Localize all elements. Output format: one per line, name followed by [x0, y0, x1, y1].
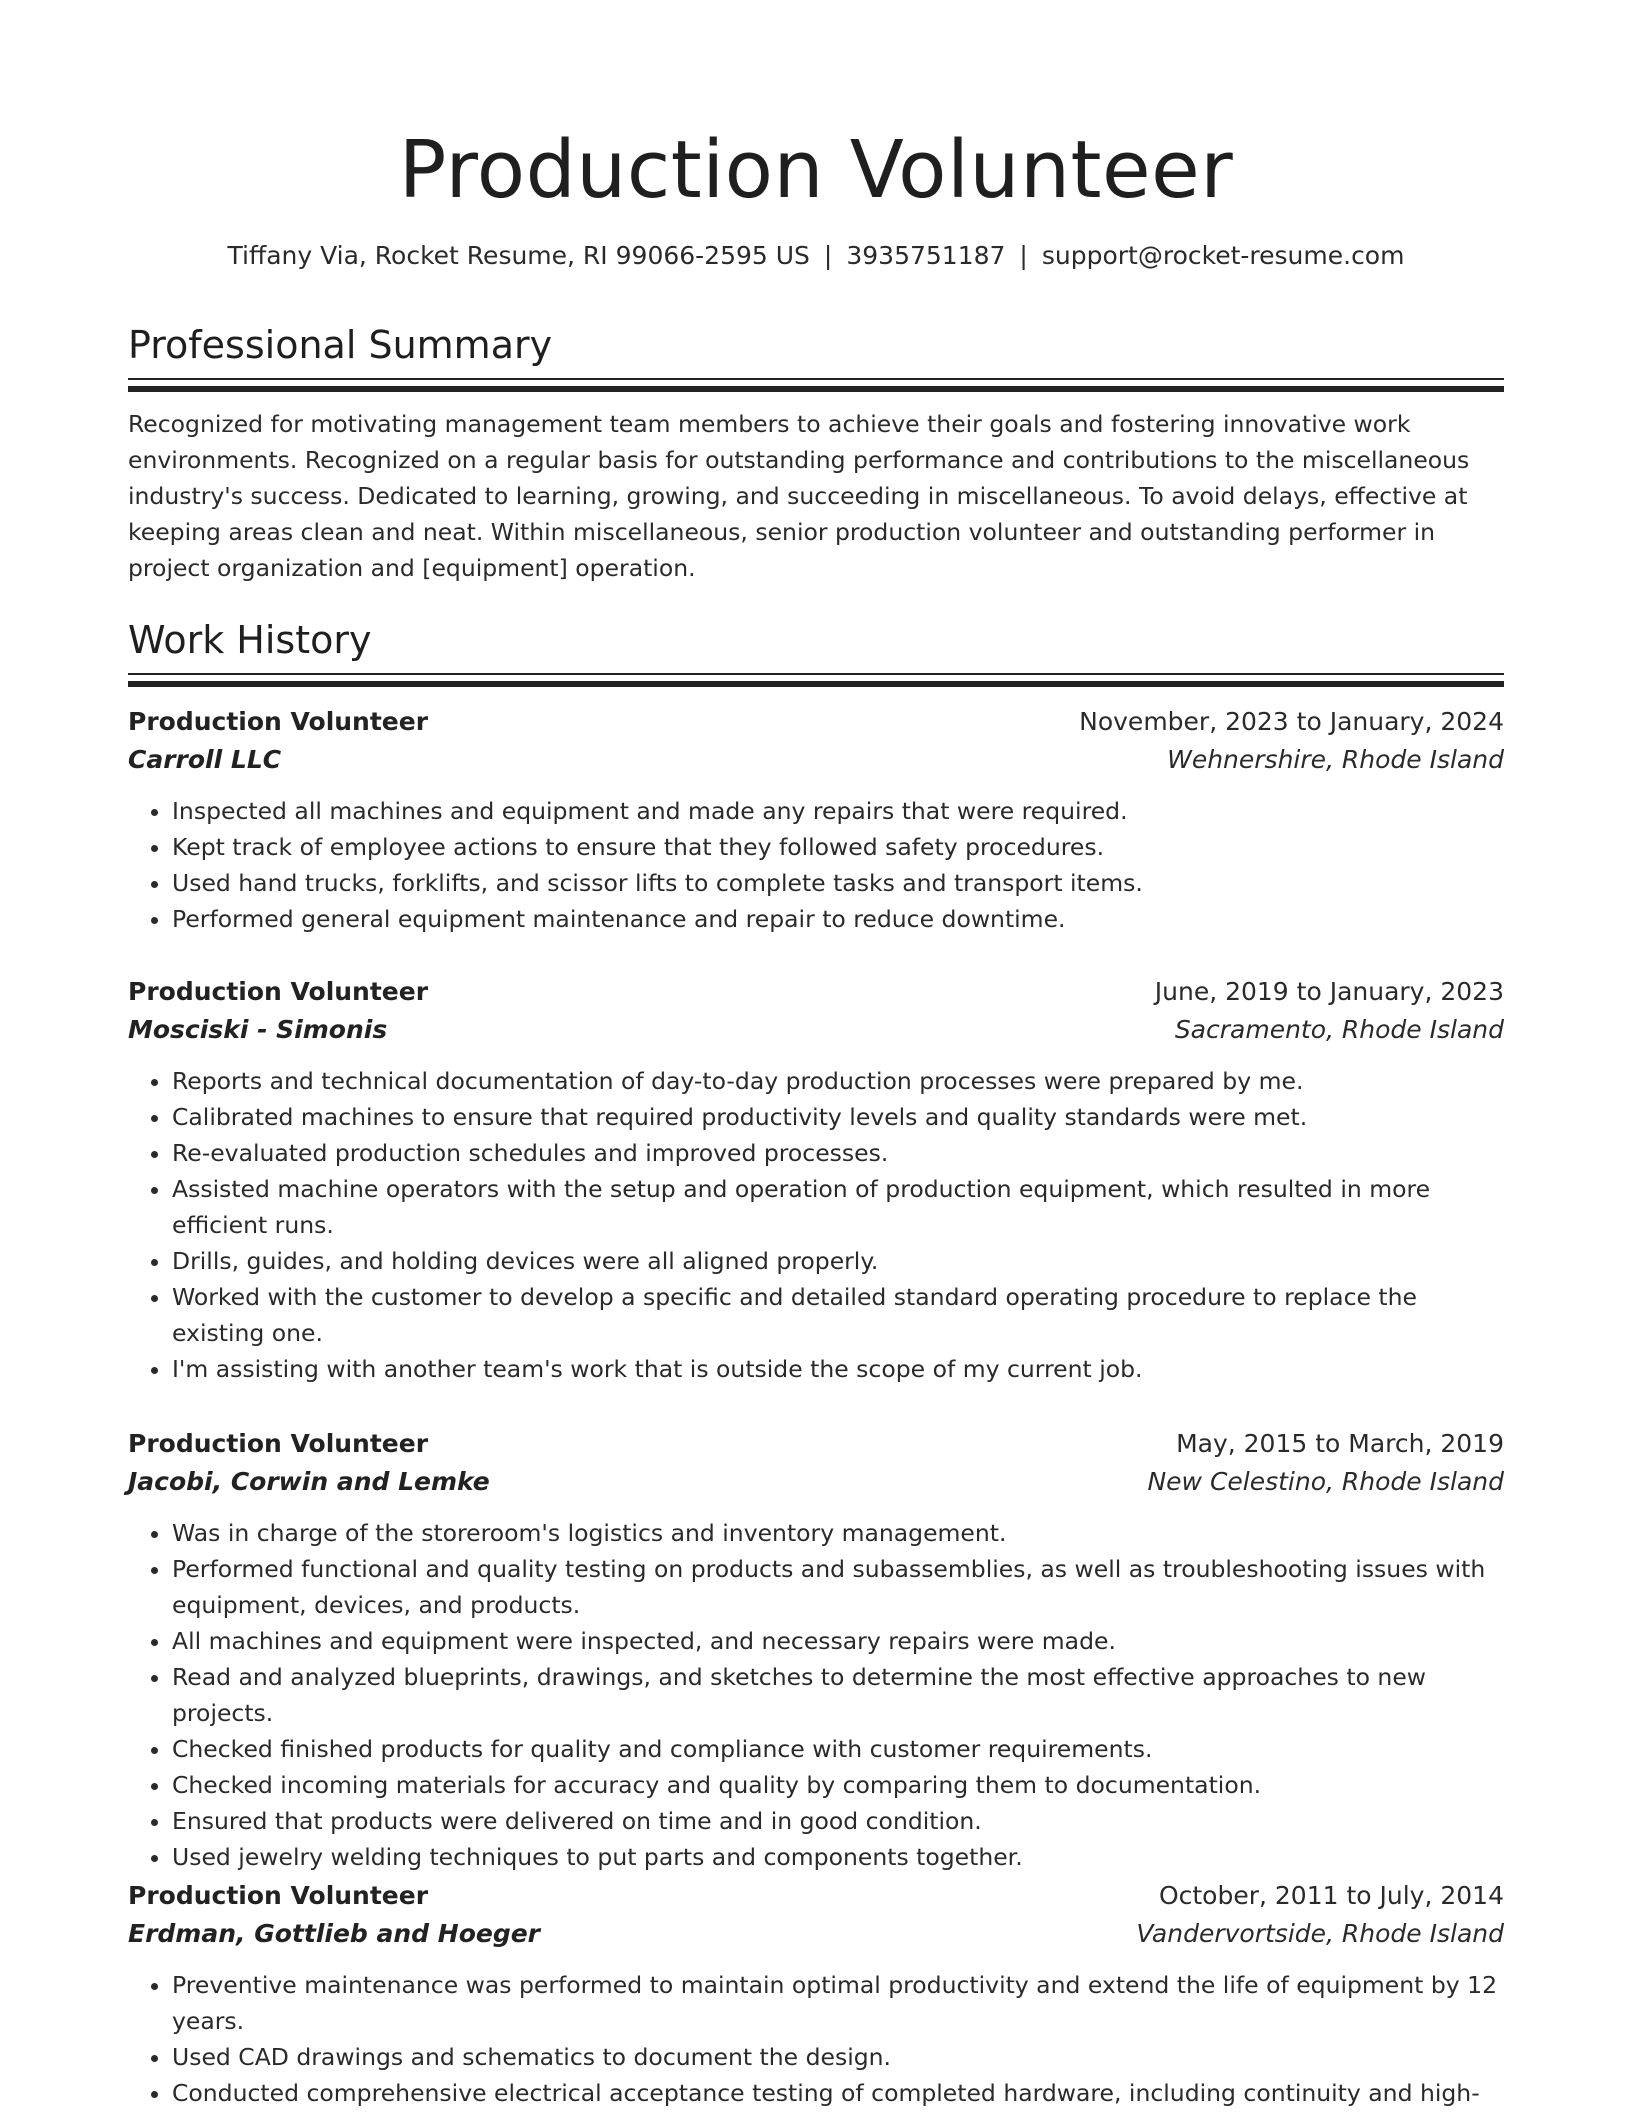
job-company-row: [128, 741, 1504, 779]
job-dates: November, 2023 to January, 2024: [1079, 707, 1504, 736]
job-company: Erdman, Gottlieb and Hoeger: [128, 1919, 541, 1948]
job-location: New Celestino, Rhode Island: [1147, 1467, 1504, 1496]
job-bullet: • Conducted comprehensive electrical acceptance testing of completed hardware, including continuity and high-: [172, 2075, 1504, 2111]
work-history-heading: Work History: [128, 618, 372, 662]
job-bullet: • Assisted machine operators with the setup and operation of production equipment, which resulted in more efficient runs.: [172, 1171, 1504, 1243]
job-company-row: [128, 1915, 1504, 1953]
job-entry: [128, 1425, 1504, 1875]
contact-line: [128, 238, 1504, 274]
job-dates: June, 2019 to January, 2023: [1154, 977, 1504, 1006]
job-bullet: • Performed functional and quality testing on products and subassemblies, as well as troubleshooting issues with equipment, devices, and products.: [172, 1551, 1504, 1623]
job-bullet: • Was in charge of the storeroom's logistics and inventory management.: [172, 1515, 1504, 1551]
job-entry: [128, 973, 1504, 1387]
job-header-row: [128, 703, 1504, 741]
job-header-row: [128, 973, 1504, 1011]
job-title: Production Volunteer: [128, 1429, 429, 1458]
job-bullet: • Reports and technical documentation of day-to-day production processes were prepared by me.: [172, 1063, 1504, 1099]
job-bullet: • Ensured that products were delivered on time and in good condition.: [172, 1803, 1504, 1839]
job-company: Mosciski - Simonis: [128, 1015, 388, 1044]
job-bullet: • Drills, guides, and holding devices were all aligned properly.: [172, 1243, 1504, 1279]
job-company: Jacobi, Corwin and Lemke: [128, 1467, 490, 1496]
job-location: Vandervortside, Rhode Island: [1136, 1919, 1504, 1948]
job-bullet: • Checked incoming materials for accuracy and quality by comparing them to documentation.: [172, 1767, 1504, 1803]
job-company-row: [128, 1011, 1504, 1049]
summary-heading: Professional Summary: [128, 323, 553, 367]
job-bullet: • I'm assisting with another team's work that is outside the scope of my current job.: [172, 1351, 1504, 1387]
job-bullets: [128, 793, 1504, 937]
job-bullet: • Calibrated machines to ensure that required productivity levels and quality standards were met.: [172, 1099, 1504, 1135]
resume-title: Production Volunteer: [398, 124, 1234, 216]
contact-separator: |: [823, 241, 833, 270]
job-dates: May, 2015 to March, 2019: [1176, 1429, 1504, 1458]
job-bullet: • Inspected all machines and equipment and made any repairs that were required.: [172, 793, 1504, 829]
job-entry: [128, 703, 1504, 937]
job-bullet: • All machines and equipment were inspected, and necessary repairs were made.: [172, 1623, 1504, 1659]
job-location: Wehnershire, Rhode Island: [1167, 745, 1504, 774]
contact-phone: 3935751187: [846, 241, 1006, 270]
job-bullet: • Read and analyzed blueprints, drawings, and sketches to determine the most effective approaches to new projects.: [172, 1659, 1504, 1731]
job-title: Production Volunteer: [128, 977, 429, 1006]
job-entry: [128, 1877, 1504, 2111]
job-bullet: • Kept track of employee actions to ensure that they followed safety procedures.: [172, 829, 1504, 865]
section-rule-thick: [128, 386, 1504, 392]
job-header-row: [128, 1877, 1504, 1915]
job-title: Production Volunteer: [128, 1881, 429, 1910]
contact-email: support@rocket-resume.com: [1041, 241, 1405, 270]
job-bullets: [128, 1515, 1504, 1875]
job-header-row: [128, 1425, 1504, 1463]
contact-address: Tiffany Via, Rocket Resume, RI 99066-2595 US: [227, 241, 810, 270]
summary-text: Recognized for motivating management team members to achieve their goals and fostering innovative work environments. Recognized on a regular basis for outstanding performance and contributions to the miscellaneous industry's success. Dedicated to learning, growing, and succeeding in miscellaneous. To avoid delays, effective at keeping areas clean and neat. Within miscellaneous, senior production volunteer and outstanding performer in project organization and [equipment] operation.: [128, 410, 1470, 582]
contact-separator: |: [1019, 241, 1028, 270]
job-bullet: • Re-evaluated production schedules and improved processes.: [172, 1135, 1504, 1171]
job-bullet: • Used jewelry welding techniques to put parts and components together.: [172, 1839, 1504, 1875]
job-company: Carroll LLC: [128, 745, 282, 774]
job-bullet: • Used CAD drawings and schematics to document the design.: [172, 2039, 1504, 2075]
job-location: Sacramento, Rhode Island: [1174, 1015, 1504, 1044]
job-company-row: [128, 1463, 1504, 1501]
job-dates: October, 2011 to July, 2014: [1158, 1881, 1504, 1910]
job-bullet: • Preventive maintenance was performed to maintain optimal productivity and extend the life of equipment by 12 years.: [172, 1967, 1504, 2039]
section-rule-thick: [128, 681, 1504, 687]
section-rule-thin: [128, 673, 1504, 675]
section-rule-thin: [128, 378, 1504, 380]
job-bullet: • Performed general equipment maintenance and repair to reduce downtime.: [172, 901, 1504, 937]
job-bullet: • Checked finished products for quality and compliance with customer requirements.: [172, 1731, 1504, 1767]
job-bullet: • Used hand trucks, forklifts, and scissor lifts to complete tasks and transport items.: [172, 865, 1504, 901]
job-bullet: • Worked with the customer to develop a specific and detailed standard operating procedure to replace the existing one.: [172, 1279, 1504, 1351]
job-bullets: [128, 1063, 1504, 1387]
job-bullets: [128, 1967, 1504, 2111]
job-title: Production Volunteer: [128, 707, 429, 736]
